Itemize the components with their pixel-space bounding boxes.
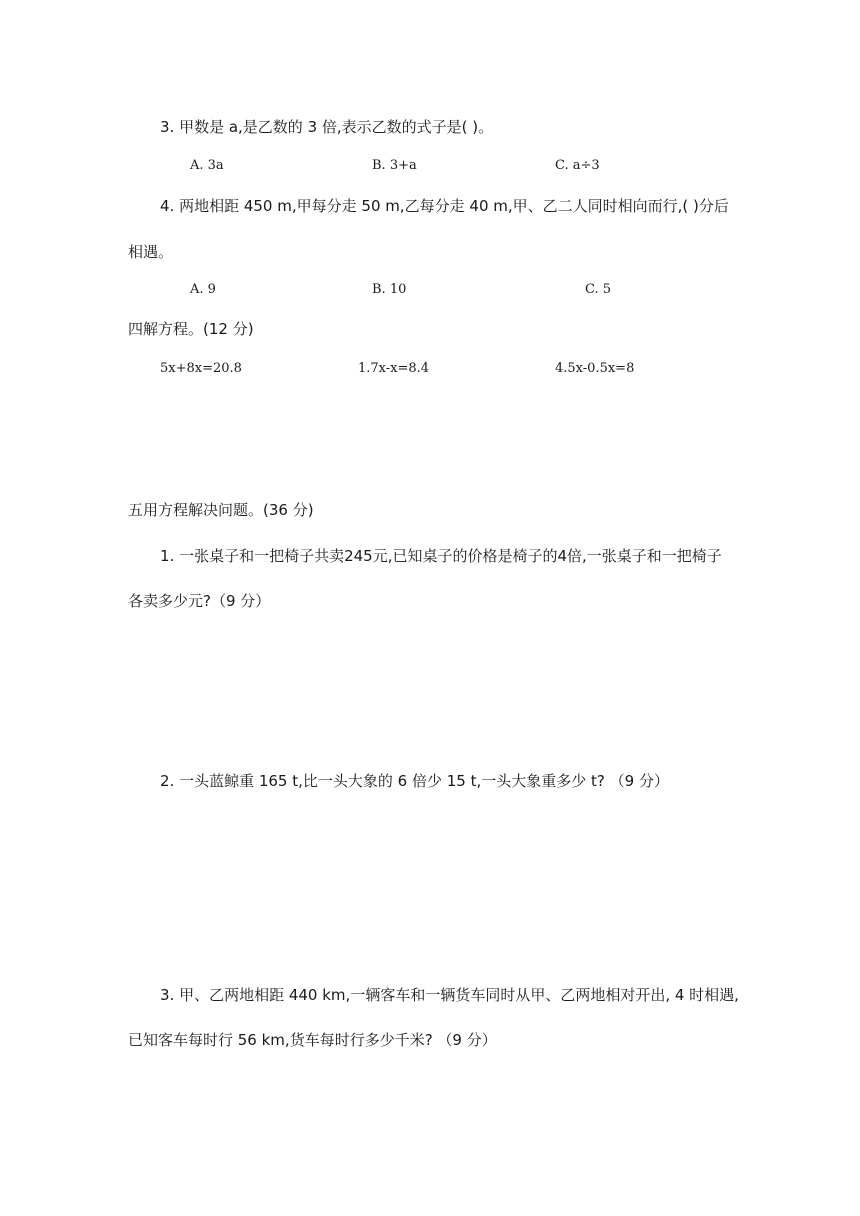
question-4-text-line1: 4. 两地相距 450 m,甲每分走 50 m,乙每分走 40 m,甲、乙二人同时相向而行,( )分后	[160, 197, 729, 215]
question-3-option-a: A. 3a	[190, 158, 224, 173]
question-4-option-c: C. 5	[585, 282, 612, 297]
equation-3: 4.5x-0.5x=8	[555, 361, 635, 376]
question-4-text-line2: 相遇。	[128, 243, 174, 261]
question-3-option-c: C. a÷3	[555, 158, 600, 173]
section-4-heading: 四解方程。(12 分)	[128, 320, 254, 338]
equation-2: 1.7x-x=8.4	[358, 361, 430, 376]
question-4-option-b: B. 10	[372, 282, 407, 297]
section-5-heading: 五用方程解决问题。(36 分)	[128, 501, 314, 519]
problem-2-line1: 2. 一头蓝鲸重 165 t,比一头大象的 6 倍少 15 t,一头大象重多少 t? （9 分）	[160, 772, 669, 790]
question-3-text: 3. 甲数是 a,是乙数的 3 倍,表示乙数的式子是( )。	[160, 118, 494, 136]
equation-1: 5x+8x=20.8	[160, 361, 242, 376]
problem-1-line2: 各卖多少元?（9 分）	[128, 592, 271, 610]
problem-3-line1: 3. 甲、乙两地相距 440 km,一辆客车和一辆货车同时从甲、乙两地相对开出, 4 时相遇,	[160, 986, 739, 1004]
problem-1-line1: 1. 一张桌子和一把椅子共卖245元,已知桌子的价格是椅子的4倍,一张桌子和一把椅子	[160, 547, 722, 565]
problem-3-line2: 已知客车每时行 56 km,货车每时行多少千米? （9 分）	[128, 1031, 497, 1049]
question-3-option-b: B. 3+a	[372, 158, 417, 173]
question-4-option-a: A. 9	[190, 282, 216, 297]
